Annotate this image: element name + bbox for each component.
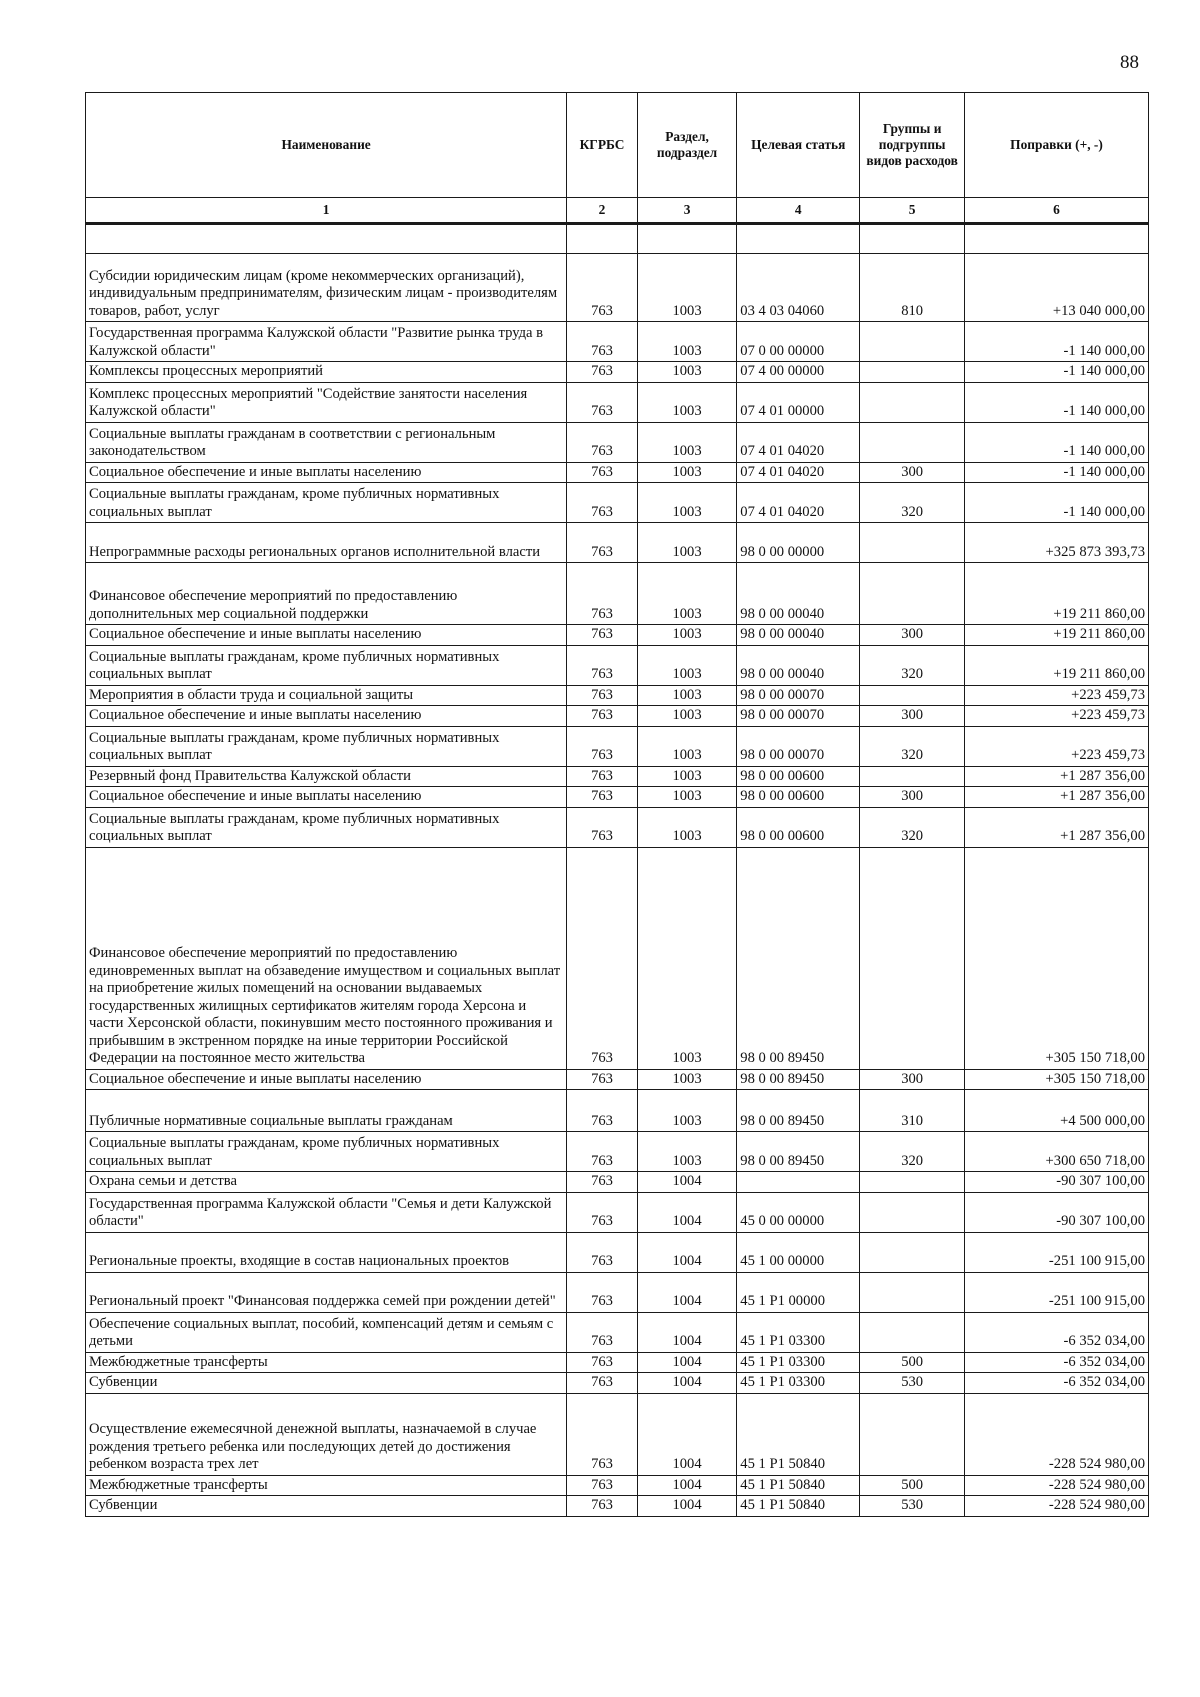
row-group (860, 322, 965, 362)
row-section: 1004 (637, 1312, 736, 1352)
row-group: 500 (860, 1475, 965, 1496)
row-section: 1004 (637, 1496, 736, 1517)
row-target: 45 1 P1 03300 (737, 1312, 860, 1352)
row-section: 1003 (637, 706, 736, 727)
row-name: Финансовое обеспечение мероприятий по предоставлению единовременных выплат на обзаведение имуществом и социальных выплат на приобретение жилых помещений на основании выдаваемых государственных жилищных сертификатов жителям города Херсона и части Херсонской области, покинувшим место постоянного проживания и прибывшим в экстренном порядке на иные территории Российской Федерации на постоянное место жительства (86, 847, 567, 1069)
row-group: 300 (860, 1069, 965, 1090)
row-kgrbs: 763 (567, 254, 638, 322)
row-target: 98 0 00 00600 (737, 787, 860, 808)
row-group (860, 563, 965, 625)
row-amount: -228 524 980,00 (965, 1475, 1149, 1496)
row-name: Социальное обеспечение и иные выплаты населению (86, 462, 567, 483)
row-section: 1004 (637, 1373, 736, 1394)
row-name: Социальные выплаты гражданам, кроме публичных нормативных социальных выплат (86, 645, 567, 685)
column-number: 4 (737, 198, 860, 224)
row-section: 1003 (637, 807, 736, 847)
row-amount: +223 459,73 (965, 726, 1149, 766)
column-number: 6 (965, 198, 1149, 224)
row-name: Региональный проект "Финансовая поддержка семей при рождении детей" (86, 1272, 567, 1312)
table-body (86, 224, 1149, 1517)
row-target: 07 4 01 00000 (737, 382, 860, 422)
row-section: 1003 (637, 1069, 736, 1090)
row-target: 45 1 P1 03300 (737, 1352, 860, 1373)
row-amount: -1 140 000,00 (965, 362, 1149, 383)
row-target: 98 0 00 00040 (737, 645, 860, 685)
row-kgrbs: 763 (567, 685, 638, 706)
row-target: 45 1 P1 00000 (737, 1272, 860, 1312)
row-amount: -90 307 100,00 (965, 1192, 1149, 1232)
row-section: 1003 (637, 382, 736, 422)
page-number: 88 (1120, 52, 1139, 73)
row-name: Субсидии юридическим лицам (кроме некоммерческих организаций), индивидуальным предпринимателям, физическим лицам - производителям товаров, работ, услуг (86, 254, 567, 322)
row-kgrbs: 763 (567, 1069, 638, 1090)
row-group: 320 (860, 645, 965, 685)
row-group: 320 (860, 726, 965, 766)
row-group (860, 1272, 965, 1312)
row-kgrbs: 763 (567, 1232, 638, 1272)
table-row (86, 1132, 1149, 1172)
row-name: Охрана семьи и детства (86, 1172, 567, 1193)
row-amount: +1 287 356,00 (965, 807, 1149, 847)
row-section: 1004 (637, 1352, 736, 1373)
row-kgrbs: 763 (567, 625, 638, 646)
row-kgrbs: 763 (567, 483, 638, 523)
row-target: 98 0 00 00040 (737, 625, 860, 646)
row-section: 1003 (637, 726, 736, 766)
row-amount: -6 352 034,00 (965, 1352, 1149, 1373)
table-row (86, 1475, 1149, 1496)
row-section: 1003 (637, 645, 736, 685)
table-row (86, 362, 1149, 383)
row-section: 1003 (637, 766, 736, 787)
row-section: 1003 (637, 787, 736, 808)
row-kgrbs: 763 (567, 1192, 638, 1232)
row-target: 98 0 00 00600 (737, 766, 860, 787)
row-name: Социальное обеспечение и иные выплаты населению (86, 787, 567, 808)
table-row (86, 322, 1149, 362)
row-name: Непрограммные расходы региональных органов исполнительной власти (86, 523, 567, 563)
row-group (860, 1232, 965, 1272)
row-amount: +1 287 356,00 (965, 787, 1149, 808)
row-section: 1003 (637, 625, 736, 646)
row-kgrbs: 763 (567, 706, 638, 727)
row-target: 98 0 00 00070 (737, 726, 860, 766)
row-name: Финансовое обеспечение мероприятий по предоставлению дополнительных мер социальной поддержки (86, 563, 567, 625)
row-group: 530 (860, 1496, 965, 1517)
table-row (86, 1352, 1149, 1373)
row-amount: +19 211 860,00 (965, 563, 1149, 625)
row-name: Социальные выплаты гражданам, кроме публичных нормативных социальных выплат (86, 483, 567, 523)
row-group: 300 (860, 462, 965, 483)
row-kgrbs: 763 (567, 1312, 638, 1352)
row-target: 98 0 00 89450 (737, 847, 860, 1069)
row-name: Социальное обеспечение и иные выплаты населению (86, 1069, 567, 1090)
row-section: 1004 (637, 1172, 736, 1193)
table-row (86, 847, 1149, 1069)
row-kgrbs: 763 (567, 462, 638, 483)
row-target: 98 0 00 00000 (737, 523, 860, 563)
row-section: 1004 (637, 1272, 736, 1312)
budget-amendments-table (85, 92, 1149, 1517)
row-group (860, 685, 965, 706)
row-kgrbs: 763 (567, 1172, 638, 1193)
row-target: 98 0 00 00040 (737, 563, 860, 625)
table-row (86, 1172, 1149, 1193)
table-row (86, 1069, 1149, 1090)
row-target: 07 0 00 00000 (737, 322, 860, 362)
row-kgrbs: 763 (567, 645, 638, 685)
column-number: 2 (567, 198, 638, 224)
row-name: Публичные нормативные социальные выплаты гражданам (86, 1090, 567, 1132)
table-row (86, 1272, 1149, 1312)
row-section: 1003 (637, 685, 736, 706)
row-target: 07 4 01 04020 (737, 422, 860, 462)
row-group (860, 422, 965, 462)
row-name: Межбюджетные трансферты (86, 1475, 567, 1496)
row-target: 98 0 00 89450 (737, 1090, 860, 1132)
table-row (86, 382, 1149, 422)
table-row (86, 625, 1149, 646)
row-name: Резервный фонд Правительства Калужской области (86, 766, 567, 787)
row-kgrbs: 763 (567, 787, 638, 808)
header-section: Раздел, подраздел (637, 93, 736, 198)
row-kgrbs: 763 (567, 1132, 638, 1172)
row-amount: -228 524 980,00 (965, 1496, 1149, 1517)
table-row (86, 726, 1149, 766)
row-section: 1003 (637, 322, 736, 362)
row-kgrbs: 763 (567, 422, 638, 462)
header-target: Целевая статья (737, 93, 860, 198)
row-amount: +305 150 718,00 (965, 1069, 1149, 1090)
row-name: Межбюджетные трансферты (86, 1352, 567, 1373)
row-amount: +300 650 718,00 (965, 1132, 1149, 1172)
row-target: 07 4 00 00000 (737, 362, 860, 383)
row-target: 45 1 P1 03300 (737, 1373, 860, 1394)
row-amount: -6 352 034,00 (965, 1373, 1149, 1394)
header-name: Наименование (86, 93, 567, 198)
column-number: 1 (86, 198, 567, 224)
row-group: 320 (860, 807, 965, 847)
row-section: 1003 (637, 563, 736, 625)
row-amount: -228 524 980,00 (965, 1393, 1149, 1475)
row-kgrbs: 763 (567, 1393, 638, 1475)
row-group: 530 (860, 1373, 965, 1394)
row-kgrbs: 763 (567, 362, 638, 383)
row-amount: -1 140 000,00 (965, 483, 1149, 523)
row-section: 1003 (637, 362, 736, 383)
row-target: 98 0 00 89450 (737, 1069, 860, 1090)
row-amount: +325 873 393,73 (965, 523, 1149, 563)
row-section: 1003 (637, 422, 736, 462)
row-name: Социальные выплаты гражданам, кроме публичных нормативных социальных выплат (86, 726, 567, 766)
table-row (86, 422, 1149, 462)
row-group: 810 (860, 254, 965, 322)
row-target: 07 4 01 04020 (737, 462, 860, 483)
row-kgrbs: 763 (567, 1496, 638, 1517)
row-amount: +1 287 356,00 (965, 766, 1149, 787)
row-kgrbs: 763 (567, 523, 638, 563)
row-amount: +223 459,73 (965, 685, 1149, 706)
row-name: Социальные выплаты гражданам в соответствии с региональным законодательством (86, 422, 567, 462)
row-name: Социальные выплаты гражданам, кроме публичных нормативных социальных выплат (86, 807, 567, 847)
row-group: 310 (860, 1090, 965, 1132)
row-amount: +4 500 000,00 (965, 1090, 1149, 1132)
row-section: 1004 (637, 1393, 736, 1475)
row-group (860, 382, 965, 422)
table-row (86, 254, 1149, 322)
row-target: 45 1 P1 50840 (737, 1475, 860, 1496)
row-group: 500 (860, 1352, 965, 1373)
row-target: 98 0 00 00600 (737, 807, 860, 847)
table-row (86, 645, 1149, 685)
row-section: 1003 (637, 483, 736, 523)
row-kgrbs: 763 (567, 726, 638, 766)
row-amount: -1 140 000,00 (965, 322, 1149, 362)
header-groups: Группы и подгруппы видов расходов (860, 93, 965, 198)
row-group: 300 (860, 787, 965, 808)
row-kgrbs: 763 (567, 322, 638, 362)
table-row (86, 1192, 1149, 1232)
row-name: Комплекс процессных мероприятий "Содействие занятости населения Калужской области" (86, 382, 567, 422)
column-number: 3 (637, 198, 736, 224)
row-amount: -251 100 915,00 (965, 1272, 1149, 1312)
row-kgrbs: 763 (567, 766, 638, 787)
row-target: 45 1 P1 50840 (737, 1496, 860, 1517)
row-group: 300 (860, 706, 965, 727)
row-name: Субвенции (86, 1496, 567, 1517)
row-section: 1003 (637, 1132, 736, 1172)
table-row (86, 1312, 1149, 1352)
row-amount: +19 211 860,00 (965, 625, 1149, 646)
row-target: 98 0 00 00070 (737, 685, 860, 706)
header-kgrbs: КГРБС (567, 93, 638, 198)
row-amount: -6 352 034,00 (965, 1312, 1149, 1352)
row-amount: +13 040 000,00 (965, 254, 1149, 322)
row-kgrbs: 763 (567, 382, 638, 422)
row-section: 1003 (637, 847, 736, 1069)
table-row (86, 462, 1149, 483)
row-section: 1003 (637, 1090, 736, 1132)
row-kgrbs: 763 (567, 807, 638, 847)
row-kgrbs: 763 (567, 1272, 638, 1312)
row-group: 320 (860, 1132, 965, 1172)
table-row (86, 807, 1149, 847)
row-name: Социальное обеспечение и иные выплаты населению (86, 706, 567, 727)
row-name: Региональные проекты, входящие в состав национальных проектов (86, 1232, 567, 1272)
table-row (86, 483, 1149, 523)
row-amount: -90 307 100,00 (965, 1172, 1149, 1193)
row-kgrbs: 763 (567, 563, 638, 625)
row-name: Социальное обеспечение и иные выплаты населению (86, 625, 567, 646)
table-row (86, 1393, 1149, 1475)
row-target: 45 1 00 00000 (737, 1232, 860, 1272)
row-group (860, 523, 965, 563)
row-amount: -1 140 000,00 (965, 382, 1149, 422)
row-section: 1003 (637, 462, 736, 483)
row-name: Осуществление ежемесячной денежной выплаты, назначаемой в случае рождения третьего ребенка или последующих детей до достижения ребенком возраста трех лет (86, 1393, 567, 1475)
row-section: 1004 (637, 1232, 736, 1272)
row-name: Субвенции (86, 1373, 567, 1394)
row-target: 03 4 03 04060 (737, 254, 860, 322)
row-group (860, 362, 965, 383)
row-group: 320 (860, 483, 965, 523)
row-target: 45 0 00 00000 (737, 1192, 860, 1232)
table-row (86, 706, 1149, 727)
row-group (860, 1192, 965, 1232)
row-section: 1004 (637, 1475, 736, 1496)
row-section: 1003 (637, 254, 736, 322)
row-name: Государственная программа Калужской области "Семья и дети Калужской области" (86, 1192, 567, 1232)
table-row (86, 787, 1149, 808)
row-target: 98 0 00 89450 (737, 1132, 860, 1172)
row-kgrbs: 763 (567, 1352, 638, 1373)
row-name: Государственная программа Калужской области "Развитие рынка труда в Калужской области" (86, 322, 567, 362)
header-amendments: Поправки (+, -) (965, 93, 1149, 198)
row-target: 07 4 01 04020 (737, 483, 860, 523)
row-kgrbs: 763 (567, 1373, 638, 1394)
row-name: Социальные выплаты гражданам, кроме публичных нормативных социальных выплат (86, 1132, 567, 1172)
row-amount: -1 140 000,00 (965, 462, 1149, 483)
row-group (860, 847, 965, 1069)
row-amount: -251 100 915,00 (965, 1232, 1149, 1272)
row-amount: +223 459,73 (965, 706, 1149, 727)
row-group (860, 1172, 965, 1193)
row-group (860, 1312, 965, 1352)
table-row (86, 1232, 1149, 1272)
row-group: 300 (860, 625, 965, 646)
table-row (86, 766, 1149, 787)
spacer-row (86, 224, 1149, 254)
row-group (860, 1393, 965, 1475)
table-row (86, 563, 1149, 625)
row-target: 45 1 P1 50840 (737, 1393, 860, 1475)
row-name: Обеспечение социальных выплат, пособий, компенсаций детям и семьям с детьми (86, 1312, 567, 1352)
row-amount: +305 150 718,00 (965, 847, 1149, 1069)
row-section: 1004 (637, 1192, 736, 1232)
table-row (86, 1373, 1149, 1394)
row-section: 1003 (637, 523, 736, 563)
row-kgrbs: 763 (567, 847, 638, 1069)
row-amount: +19 211 860,00 (965, 645, 1149, 685)
row-amount: -1 140 000,00 (965, 422, 1149, 462)
row-name: Мероприятия в области труда и социальной защиты (86, 685, 567, 706)
column-number: 5 (860, 198, 965, 224)
row-target (737, 1172, 860, 1193)
row-kgrbs: 763 (567, 1475, 638, 1496)
row-name: Комплексы процессных мероприятий (86, 362, 567, 383)
row-group (860, 766, 965, 787)
table-row (86, 1090, 1149, 1132)
row-kgrbs: 763 (567, 1090, 638, 1132)
row-target: 98 0 00 00070 (737, 706, 860, 727)
table-row (86, 523, 1149, 563)
table-row (86, 1496, 1149, 1517)
table-row (86, 685, 1149, 706)
